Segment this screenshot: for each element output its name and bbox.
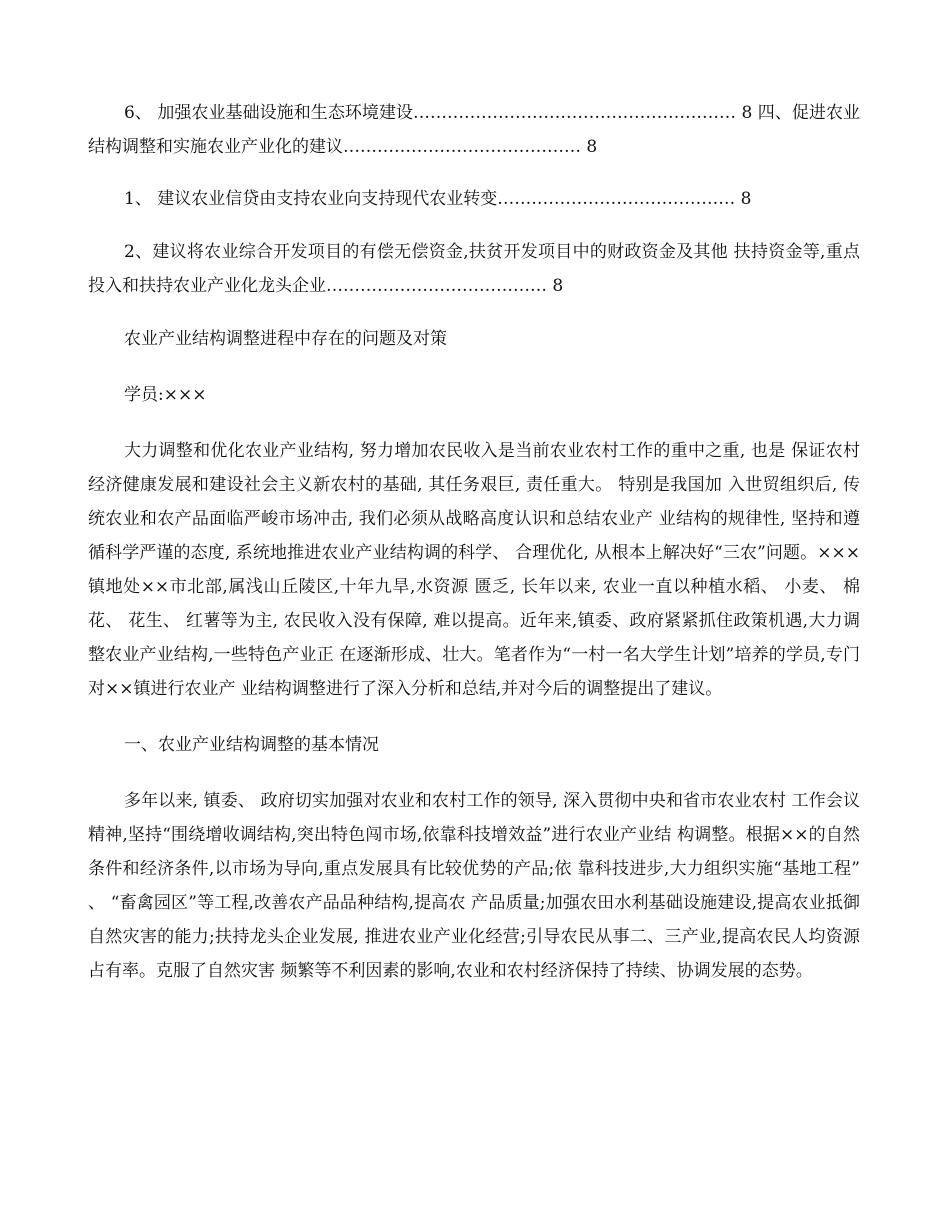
section-paragraph: 多年以来, 镇委、 政府切实加强对农业和农村工作的领导, 深入贯彻中央和省市农业农村 工作会议精神,坚持“围绕增收调结构,突出特色闯市场,依靠科技增效益”进行农业产业结 构调整。根据××的自然条件和经济条件,以市场为导向,重点发展具有比较优势的产品;依 靠科技进步,大力组织实施“基地工程” 、 “畜禽园区”等工程,改善农产品品种结构,提高农 产品质量;加强农田水利基础设施建设,提高农业抵御自然灾害的能力;扶持龙头企业发展, 推进农业产业化经营;引导农民从事二、三产业,提高农民人均资源占有率。克服了自然灾害 频繁等不利因素的影响,农业和农村经济保持了持续、协调发展的态势。	[88, 791, 860, 981]
section-heading: 一、农业产业结构调整的基本情况	[124, 735, 379, 755]
author-line: 学员:×××	[124, 385, 207, 405]
document-page	[88, 96, 860, 988]
toc-entry-6: 6、 加强农业基础设施和生态环境建设………………………………………………… 8 四、促进农业结构调整和实施农业产业化的建议…………………………………… 8	[88, 103, 860, 157]
document-title: 农业产业结构调整进程中存在的问题及对策	[124, 329, 447, 349]
intro-paragraph: 大力调整和优化农业产业结构, 努力增加农民收入是当前农业农村工作的重中之重, 也是 保证农村经济健康发展和建设社会主义新农村的基础, 其任务艰巨, 责任重大。 特别是我国加 入世贸组织后, 传统农业和农产品面临严峻市场冲击, 我们必须从战略高度认识和总结农业产 业结构的规律性, 坚持和遵循科学严谨的态度, 系统地推进农业产业结构调的科学、 合理优化, 从根本上解决好“三农”问题。×××镇地处××市北部,属浅山丘陵区,十年九旱,水资源 匮乏, 长年以来, 农业一直以种植水稻、 小麦、 棉花、 花生、 红薯等为主, 农民收入没有保障, 难以提高。近年来,镇委、政府紧紧抓住政策机遇,大力调整农业产业结构,一些特色产业正 在逐渐形成、壮大。笔者作为“一村一名大学生计划”培养的学员,专门对××镇进行农业产 业结构调整进行了深入分析和总结,并对今后的调整提出了建议。	[88, 441, 860, 699]
toc-entry-4-2: 2、建议将农业综合开发项目的有偿无偿资金,扶贫开发项目中的财政资金及其他 扶持资金等,重点投入和扶持农业产业化龙头企业………………………………… 8	[88, 242, 860, 296]
toc-entry-4-1: 1、 建议农业信贷由支持农业向支持现代农业转变…………………………………… 8	[124, 189, 752, 209]
